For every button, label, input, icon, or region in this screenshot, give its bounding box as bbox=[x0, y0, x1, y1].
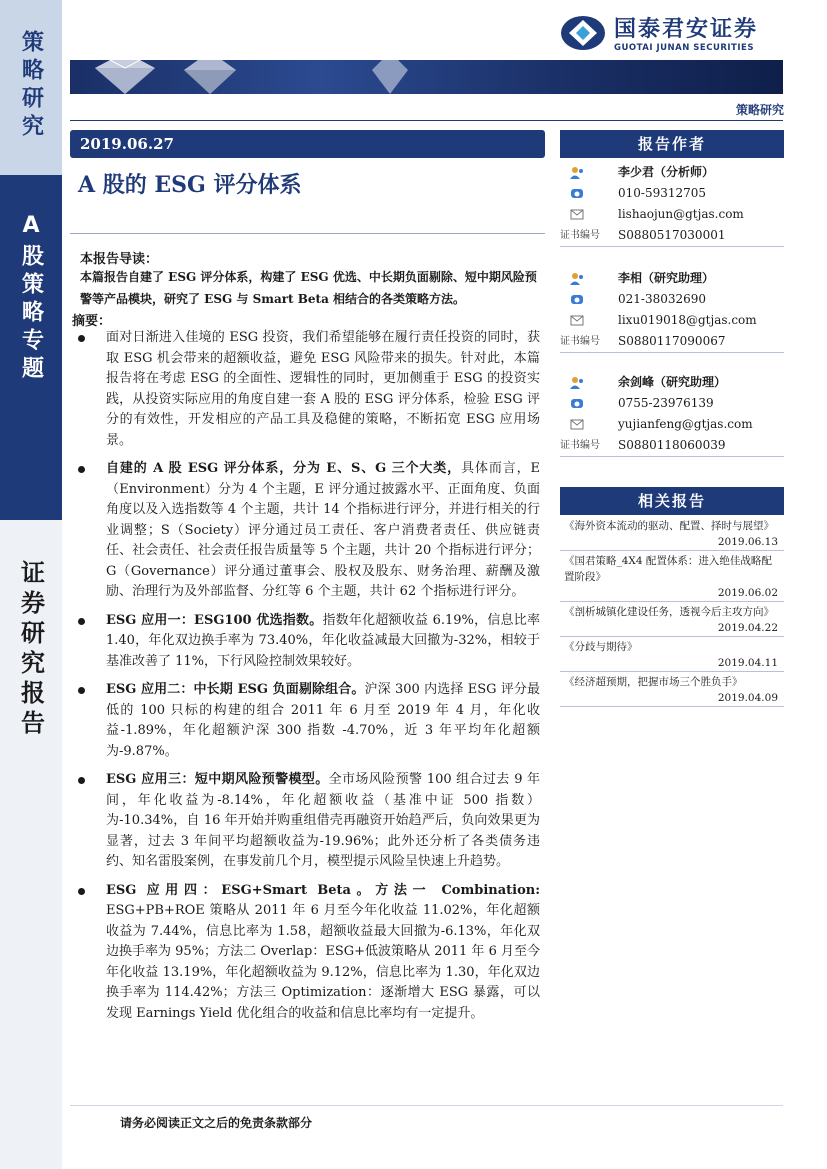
abstract-bullet bbox=[78, 881, 540, 1025]
footer-divider bbox=[70, 1105, 783, 1106]
related-title[interactable]: 《剖析城镇化建设任务，透视今后主攻方向》 bbox=[564, 606, 774, 618]
related-item[interactable] bbox=[560, 553, 784, 602]
sidebar-category-text: 策略研究 bbox=[18, 30, 44, 142]
email-icon bbox=[570, 418, 584, 431]
authors-heading: 报告作者 bbox=[560, 130, 784, 158]
author-cert: S0880118060039 bbox=[618, 438, 726, 452]
diamond-icon bbox=[370, 60, 410, 94]
bullet-lead: ESG 应用一：ESG100 优选指数。 bbox=[106, 612, 323, 628]
diamond-icon bbox=[180, 60, 240, 94]
author-cert: S0880517030001 bbox=[618, 228, 726, 242]
brand-logo-icon bbox=[560, 15, 606, 51]
author-name: 余剑峰（研究助理） bbox=[618, 375, 727, 389]
author-phone: 021-38032690 bbox=[618, 292, 707, 306]
author-email[interactable]: lishaojun@gtjas.com bbox=[618, 207, 744, 221]
related-title[interactable]: 《分歧与期待》 bbox=[564, 641, 638, 653]
category-tag: 策略研究 bbox=[735, 103, 784, 117]
author-email[interactable]: yujianfeng@gtjas.com bbox=[618, 417, 753, 431]
abstract-list bbox=[78, 328, 540, 1032]
author-card bbox=[560, 268, 784, 353]
sidebar-report-type bbox=[0, 520, 62, 1169]
abstract-bullet bbox=[78, 770, 540, 873]
bullet-dot-icon bbox=[78, 618, 85, 625]
related-date: 2019.06.02 bbox=[560, 585, 784, 602]
phone-icon bbox=[570, 293, 584, 306]
diamond-icon bbox=[90, 60, 160, 94]
sidebar-category bbox=[0, 0, 62, 175]
abstract-bullet bbox=[78, 611, 540, 673]
guide-heading: 本报告导读： bbox=[80, 252, 159, 267]
author-name: 李相（研究助理） bbox=[618, 271, 715, 285]
left-sidebar bbox=[0, 0, 62, 1169]
report-date: 2019.06.27 bbox=[70, 130, 545, 158]
bullet-lead: ESG 应用二：中长期 ESG 负面剔除组合。 bbox=[106, 682, 365, 697]
bullet-text: 具体而言，E（Environment）分为 4 个主题，E 评分通过披露水平、正面角度、负面角度以及入选指数等 4 个主题，共计 14 个指标进行评分，并进行相关的行业调整；S（Society）评分通过员工责任、客户消费者责任、供应链责任、社会责任、社会责任报告质量等 5 个主题，共计 20 个指标进行评分；G（Governance）评分通过董事会、股权及股东、财务治理、薪酬及激励、治理行为及外部监督、分红等 6 个主题，共计 62 个指标进行评分。 bbox=[106, 461, 540, 599]
sidebar-topic-text: A股策略专题 bbox=[18, 213, 44, 384]
header-banner bbox=[70, 60, 783, 94]
author-email[interactable]: lixu019018@gtjas.com bbox=[618, 313, 757, 327]
person-icon bbox=[570, 376, 584, 389]
guide-body: 本篇报告自建了 ESG 评分体系，构建了 ESG 优选、中长期负面剔除、短中期风险预警等产品模块，研究了 ESG 与 Smart Beta 相结合的各类策略方法。 bbox=[80, 270, 537, 306]
abstract-bullet bbox=[78, 328, 540, 451]
cert-label: 证书编号 bbox=[560, 230, 600, 241]
bullet-text: 全市场风险预警 100 组合过去 9 年间，年化收益为-8.14%，年化超额收益（基准中证 500 指数）为-10.34%，自 16 年开始并购重组借壳再融资开始趋严后，负向效果更为显著，过去 3 年间平均超额收益为-19.96%；此外还分析了各类债务违约、知名雷股案例，在事发前几个月，模型提示风险呈快速上升趋势。 bbox=[106, 772, 540, 869]
bullet-dot-icon bbox=[78, 888, 85, 895]
title-divider bbox=[70, 233, 545, 234]
sidebar-topic bbox=[0, 175, 62, 520]
related-item[interactable] bbox=[560, 674, 784, 707]
author-card bbox=[560, 162, 784, 247]
author-cert: S0880117090067 bbox=[618, 334, 726, 348]
person-icon bbox=[570, 272, 584, 285]
header-divider bbox=[70, 120, 783, 121]
related-item[interactable] bbox=[560, 604, 784, 637]
related-heading: 相关报告 bbox=[560, 487, 784, 515]
bullet-dot-icon bbox=[78, 466, 85, 473]
email-icon bbox=[570, 208, 584, 221]
person-icon bbox=[570, 166, 584, 179]
bullet-text: 面对日渐进入佳境的 ESG 投资，我们希望能够在履行责任投资的同时，获取 ESG 机会带来的超额收益，避免 ESG 风险带来的损失。针对此，本篇报告将在考虑 ESG 的全面性、逻辑性的同时，更加侧重于 ESG 的投资实践，从投资实际应用的角度自建一套 A 股的 ESG 评分体系，检验 ESG 评分的有效性，开发相应的产品工具及稳健的策略，不断拓宽 ESG 应用场景。 bbox=[106, 330, 540, 448]
related-item[interactable] bbox=[560, 639, 784, 672]
bullet-lead: 自建的 A 股 ESG 评分体系，分为 E、S、G 三个大类， bbox=[106, 461, 462, 476]
abstract-heading: 摘要： bbox=[72, 314, 112, 329]
author-phone: 0755-23976139 bbox=[618, 396, 714, 410]
bullet-dot-icon bbox=[78, 687, 85, 694]
bullet-dot-icon bbox=[78, 777, 85, 784]
cert-label: 证书编号 bbox=[560, 336, 600, 347]
bullet-text: 沪深 300 内选择 ESG 评分最低的 100 只标的构建的组合 2011 年 6 月至 2019 年 4 月，年化收益-1.89%，年化超额沪深 300 指数 -4.70%，近 3 年平均年化超额为-9.87%。 bbox=[106, 682, 540, 759]
author-card bbox=[560, 372, 784, 457]
brand-logo bbox=[560, 12, 758, 53]
related-date: 2019.04.22 bbox=[560, 620, 784, 637]
author-phone: 010-59312705 bbox=[618, 186, 707, 200]
bullet-text: ESG+PB+ROE 策略从 2011 年 6 月至今年化收益 11.02%，年化超额收益为 7.44%，信息比率为 1.58，超额收益最大回撤为-6.13%，年化双边换手率为 95%；方法二 Overlap：ESG+低波策略从 2011 年 6 月至今年化收益 13.19%，年化超额收益为 9.12%，信息比率为 1.30，年化双边换手率为 114.42%；方法三 Optimization：逐渐增大 ESG 暴露，可以发现 Earnings Yield 优化组合的收益和信息比率均有一定提升。 bbox=[106, 903, 540, 1021]
related-list bbox=[560, 518, 784, 709]
related-title[interactable]: 《经济超预期，把握市场三个胜负手》 bbox=[564, 676, 743, 688]
sidebar-report-type-text: 证券研究报告 bbox=[16, 560, 45, 740]
phone-icon bbox=[570, 187, 584, 200]
author-name: 李少君（分析师） bbox=[618, 165, 715, 179]
related-date: 2019.04.11 bbox=[560, 655, 784, 672]
bullet-text: 指数年化超额收益 6.19%，信息比率 1.40，年化双边换手率为 73.40%，年化收益减最大回撤为-32%，相较于基准改善了 11%，下行风险控制效果较好。 bbox=[106, 612, 540, 669]
report-title: A 股的 ESG 评分体系 bbox=[78, 172, 302, 198]
phone-icon bbox=[570, 397, 584, 410]
email-icon bbox=[570, 314, 584, 327]
related-date: 2019.04.09 bbox=[560, 690, 784, 707]
related-item[interactable] bbox=[560, 518, 784, 551]
bullet-lead: ESG 应用三：短中期风险预警模型。 bbox=[106, 772, 329, 787]
abstract-bullet bbox=[78, 680, 540, 762]
bullet-lead: ESG 应用四：ESG+Smart Beta。方法一 Combination: bbox=[106, 882, 540, 898]
related-date: 2019.06.13 bbox=[560, 534, 784, 551]
bullet-dot-icon bbox=[78, 335, 85, 342]
disclaimer-note: 请务必阅读正文之后的免责条款部分 bbox=[120, 1116, 313, 1130]
related-title[interactable]: 《海外资本流动的驱动、配置、择时与展望》 bbox=[564, 520, 774, 532]
cert-label: 证书编号 bbox=[560, 440, 600, 451]
brand-name-en: GUOTAI JUNAN SECURITIES bbox=[614, 43, 754, 53]
related-title[interactable]: 《国君策略_4X4 配置体系：进入绝佳战略配置阶段》 bbox=[564, 555, 772, 583]
brand-name-cn: 国泰君安证券 bbox=[614, 17, 759, 42]
abstract-bullet bbox=[78, 459, 540, 603]
